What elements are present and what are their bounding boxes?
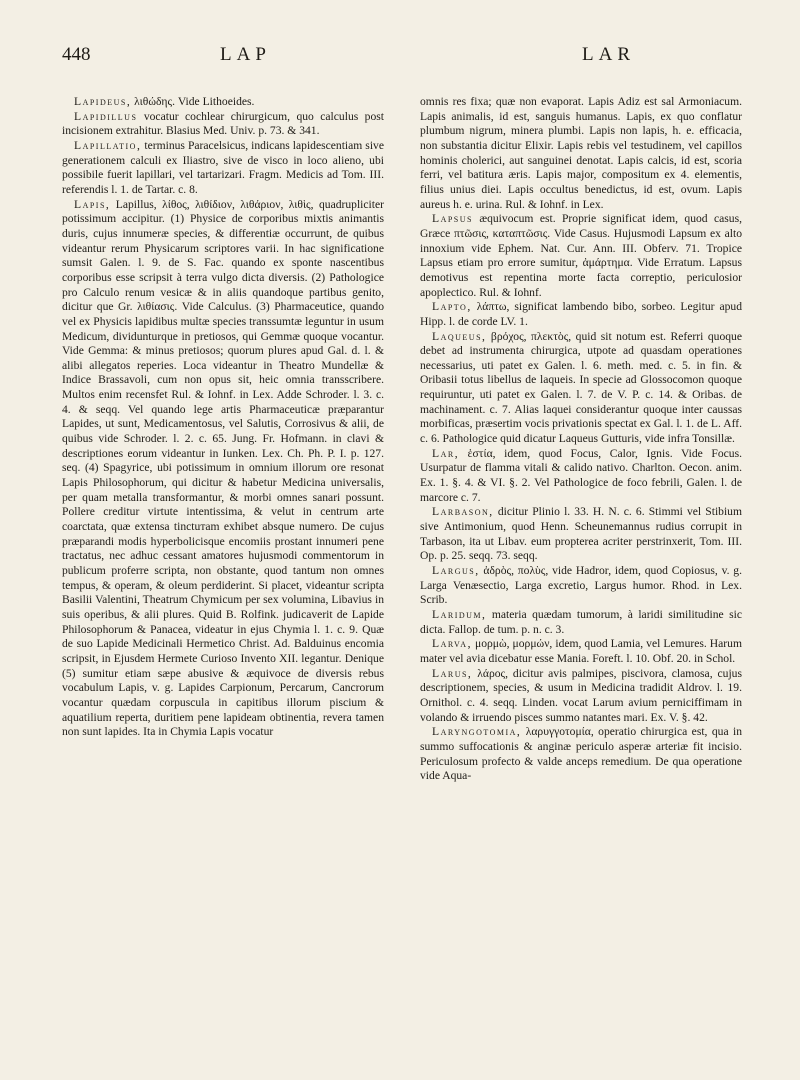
entry-text: λαρυγγοτομία, operatio chirurgica est, qua in summo suffocationis & anginæ periculo asperæ arteriæ fit incisio. Periculosum profecto & valde anceps remedium. De qua operatione vide Aqua- [420, 725, 742, 783]
entry-headword: Larus, [432, 666, 473, 680]
dictionary-entry [420, 95, 742, 212]
dictionary-entry [62, 139, 384, 198]
dictionary-entry [420, 212, 742, 300]
dictionary-entry [420, 564, 742, 608]
entry-text: ἁδρὸς, πολὺς, vide Hadror, idem, quod Copiosus, v. g. Larga Venæsectio, Larga excretio, Largus humor. Rhod. in Lex. Scrib. [420, 564, 742, 607]
dictionary-entry [420, 505, 742, 564]
entry-text: terminus Paracelsicus, indicans lapidescentiam sive generationem calculi ex Iliastro, sive de viscο in loco alieno, ubi possibile fuerit lapillari, vel tartarizari. Fragm. Medicis ad Tom. III. referendis l. 1. de Tartar. c. 8. [62, 138, 384, 196]
entry-headword: Laridum, [432, 607, 487, 621]
right-column [420, 95, 742, 1075]
dictionary-entry [420, 637, 742, 666]
left-column [62, 95, 384, 1075]
entry-headword: Larbason, [432, 505, 494, 519]
dictionary-entry [62, 95, 384, 110]
dictionary-entry [62, 198, 384, 740]
entry-headword: Lar, [432, 446, 460, 460]
entry-text: Lapillus, λίθος, λιθίδιον, λιθάριον, λιθὶς, quadrupliciter potissimum accipitur. (1) Physice de corporibus mixtis animantis duris, cujus innumeræ species, & differentiæ occurrunt, de quibus videantur rerum Physicarum scriptores varii. In hac significatione sumsit Galen. l. 9. de S. Fac. quando ex sponte nascentibus corporibus esse scripsit à terra vulgo dicta diversis. (2) Pathologice pro Calculo renum vesicæ & in aliis quandoque partibus genito, dicitur que Gr. λιθίασις. Vide Calculus. (3) Pharmaceutice, quando vel ex Physicis lapidibus multæ species transsumtæ leguntur in usum Medicum, dividunturque in pretiosos, qui Gemmæ quoque vocantur. Vide Gemma: & minus pretiosos; quorum plures apud Gal. d. l. & alibi allegatos reperies. Loca videantur in Theatro Mundellæ & Indice Brassavoli, cum non opus sit, heic omnia transscribere. Multos enim recensfet Rul. & Iohnf. in Lex. Adde Schroder. l. 3. c. 4. & seqq. Vel quando lege artis Pharmaceuticæ præparantur Lapides, ut sunt, Medicamentosus, vel Salutis, Corrosivus & alii, de quibus vide Schroder. l. 2. c. 65. Jung. Fr. Hofmann. in clavi & descriptiones eorum videantur in Iunken. Lex. Ch. Ph. P. I. p. 127. seq. (4) Spagyrice, ubi potissimum in omnium illorum ore resonat Lapis Philosophorum, qui dicitur & habetur Medicina universalis, per quam metalla transformantur, & morbi omnes sanari possunt. Pollere creditur virtute intentissima, & velut in centrum arte coarctata, quæ extensa tinctuтam exhibet absque numero. De cujus præparandi modis hyperbolicisque encomiis prostant innumeri pene tractatus, nec adhuc cessant amatores hujusmodi commentorum in publicum proferre scripta, non obstante, quod tantum non omnes tempus, & operam, & oleum perdiderint. Si placet, videantur scripta Basilii Valentini, Theatrum Chymicum per sex volumina, Libavius in suis operibus, & alii plures. Quid B. Rolfink. judicaverit de Lapide Philosophorum & Panacea, videatur in ejus Chymia l. 1. c. 9. Quæ de suo Lapide Medicinali Hermetico Christ. Ad. Balduinus encomia scripsit, in Ejusdem Hermete Curioso Invento XII. legantur. Denique (5) sumitur etiam sæpe abusive & æquivoce de diversis rebus vocabulum Lapis, v. g. Lapides Carpionum, Percarum, Cancrorum vocantur quædam corpuscula in capitibus illorum piscium & aquatilium reperta, duritiem pene lapideam obtinentia, revera tamen non sunt lapides. Ita in Chymia Lapis vocatur [62, 197, 384, 739]
dictionary-entry [420, 725, 742, 784]
entry-text: βρόχος, πλεκτὸς, quid sit notum est. Referri quoque debet ad instrumenta chirurgica, utpote ad quasdam operationes necessarius, uti patet ex Galen. l. 6. meth. med. c. 5. in fin. & Oribasii totus libellus de laqueis. In specie ad Glossocomon quoque requiruntur, uti patet ex Galen. l. 7. de V. P. c. 14. & Oribas. de machinament. c. 7. Alias laquei considerantur quoque inter caussas morbificas, præsertim vocis privationis spectat ex Gal. l. 1. de L. Aff. c. 6. Pathologice quid dicatur Laqueus Gutturis, vide infra Tonsillæ. [420, 329, 742, 446]
entry-text: λιθώδης. Vide Lithoeides. [131, 95, 255, 108]
dictionary-entry [420, 300, 742, 329]
entry-headword: Lapsus [432, 212, 473, 226]
entry-headword: Laryngotomia, [432, 725, 522, 739]
entry-text: dicitur Plinio l. 33. H. N. c. 6. Stimmi vel Stibium sive Antimonium, quod Henn. Scheunemannus rudius corrupit in Tarbason, ita ut Libav. eum propterea acriter perstrinxerit, Tom. III. Op. p. 25. seqq. 73. seqq. [420, 505, 742, 563]
running-head-right: LAR [582, 44, 635, 65]
entry-headword: Lapideus, [74, 95, 132, 108]
dictionary-entry [62, 110, 384, 139]
entry-text: λάρος, dicitur avis palmipes, piscivora, clamosa, cujus descriptionem, species, & usum in Medicina tradidit Aldrov. l. 19. Ornithol. c. 4. seqq. Linden. vocat Larum avium perniciffimam in volando & irruendo pisces summo natantes mari. Ex. V. §. 42. [420, 666, 742, 724]
entry-headword: Larva, [432, 637, 472, 651]
dictionary-entry [420, 608, 742, 637]
entry-text: ἑστία, idem, quod Focus, Calor, Ignis. Vide Focus. Usurpatur de flamma vitali & calido nativo. Charlton. Oecon. anim. Ex. 1. §. 4. & VI. §. 2. Vel Pathologice de foco febrili, Galen. l. de marcore c. 7. [420, 446, 742, 504]
entry-headword: Lapillatio, [74, 138, 142, 152]
entry-text: omnis res fixa; quæ non evaporat. Lapis Adiz est sal Armoniacum. Lapis animalis, id est, sanguis humanus. Lapis, ex quo conflatur plumbum nigrum, minera plumbi. Lapis non lapis, h. e. efficacia, non substantia dicitur Elixir. Lapis rebis vel testudinem, vel capillos hominis cholerici, aut sanguinei denotat. Lapis calcis, id est, scoria ferri, vel batitura æris. Lapis major, compositum ex 4. elementis, filius unius diei. Lapis occultus benedictus, id est, ovum. Lapis aureus h. e. urina. Rul. & Iohnf. in Lex. [420, 95, 742, 211]
entry-headword: Laqueus, [432, 329, 487, 343]
dictionary-entry [420, 330, 742, 447]
entry-headword: Lapto, [432, 300, 472, 314]
running-header [62, 44, 764, 74]
entry-text: materia quædam tumorum, à laridi similitudine sic dicta. Fallop. de tum. p. n. c. 3. [420, 607, 742, 636]
entry-headword: Lapidillus [74, 109, 138, 123]
entry-text: æquivocum est. Proprie significat idem, quod casus, Græce πτῶσις, καταπτῶσις. Vide Casus. Hujusmodi Lapsum ex alto innoxium vide Ephem. Nat. Cur. Ann. III. Obferv. 71. Tropice Lapsus etiam pro errore sumitur, ἁμάρτημα. Vide Erratum. Lapsus demotivus est repentina morte facta correptio, periculosior apoplectico. Rul. & Iohnf. [420, 212, 742, 299]
dictionary-entry [420, 447, 742, 506]
entry-headword: Largus, [432, 564, 480, 577]
dictionary-entry [420, 667, 742, 726]
running-head-left: LAP [220, 44, 271, 65]
entry-text: vocatur cochlear chirurgicum, quo calculus post incisionem extrahitur. Blasius Med. Univ. p. 73. & 341. [62, 109, 384, 138]
entry-text: λάπτω, significat lambendo bibo, sorbeo. Legitur apud Hipp. l. de corde LV. 1. [420, 300, 742, 328]
entry-headword: Lapis, [74, 197, 111, 211]
entry-text: μορμὼ, μορμών, idem, quod Lamia, vel Lemures. Harum mater vel avia dicebatur esse Mania. Foreft. l. 10. Obf. 20. in Schol. [420, 637, 742, 665]
page-number: 448 [62, 44, 91, 65]
